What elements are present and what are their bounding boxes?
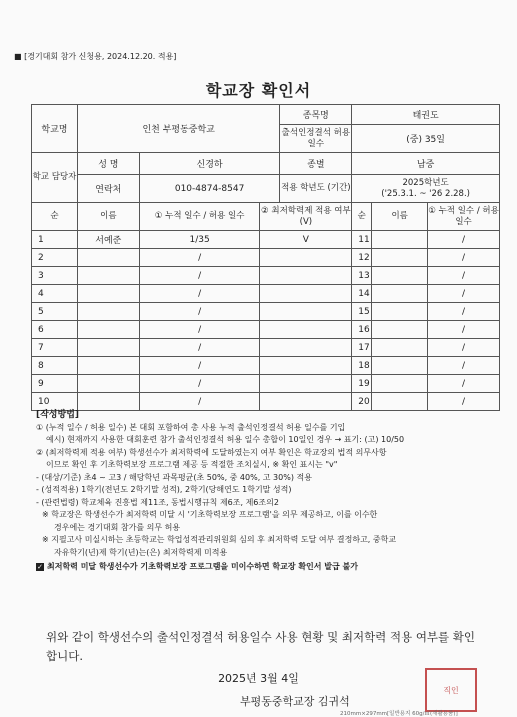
row-name (77, 267, 139, 285)
period-value: 2025학년도 (402, 177, 449, 188)
allow-value: (중) 35일 (352, 125, 500, 153)
method-line: 경우에는 경기대회 참가를 의무 허용 (54, 522, 181, 532)
row-no: 20 (352, 393, 372, 411)
sport-label: 종목명 (280, 105, 352, 125)
row-min (260, 339, 352, 357)
row-days: / (428, 321, 500, 339)
row-min (260, 285, 352, 303)
row-min (260, 303, 352, 321)
table-row (32, 321, 500, 339)
method-line: ① (누적 일수 / 허용 일수) 본 대회 포함하여 총 사용 누적 출석인정결석 허용 일수를 기입 (36, 422, 346, 432)
table-row (32, 303, 500, 321)
category-value: 남중 (352, 153, 500, 175)
method-line: - (대상/기준) 초4 ~ 고3 / 해당학년 과목평균(초 50%, 중 40%, 고 30%) 적용 (36, 472, 312, 482)
row-no: 6 (32, 321, 78, 339)
row-no: 5 (32, 303, 78, 321)
method-line: 이므로 확인 후 기초학력보장 프로그램 제공 등 적절한 조치실시, ※ 확인 표시는 "v" (46, 460, 338, 469)
row-days: / (428, 231, 500, 249)
method-line: ※ 학교장은 학생선수가 최저학력 미달 시 '기초학력보장 프로그램'을 의무 제공하고, 이를 이수한 (42, 510, 378, 519)
info-table (31, 104, 500, 411)
table-row (32, 285, 500, 303)
official-seal (425, 668, 477, 712)
confirm-text: 위와 같이 학생선수의 출석인정결석 허용일수 사용 현황 및 최저학력 적용 여부를 확인합니다. (46, 630, 476, 663)
row-no: 3 (32, 267, 78, 285)
row-no: 1 (32, 231, 78, 249)
row-no: 8 (32, 357, 78, 375)
method-line: ※ 지필고사 미실시하는 초등학교는 학업성적관리위원회 심의 후 최저학력 도달 여부 결정하고, 중학교 (42, 535, 397, 544)
sport-value: 태권도 (352, 105, 500, 125)
row-no: 4 (32, 285, 78, 303)
col-name-right: 이름 (372, 203, 428, 231)
row-days: 1/35 (139, 231, 260, 249)
col-no-right: 순 (352, 203, 372, 231)
issue-date: 2025년 3월 4일 (218, 672, 299, 685)
method-line: 예시) 현재까지 사용한 대회훈련 참가 출석인정결석 허용 일수 총합이 10일인 경우 → 표기: (고) 10/50 (46, 435, 405, 444)
row-name (372, 357, 428, 375)
row-days: / (139, 375, 260, 393)
table-row (32, 375, 500, 393)
row-min (260, 249, 352, 267)
row-name (372, 231, 428, 249)
contact-label: 연락처 (77, 175, 139, 203)
row-name (77, 393, 139, 411)
row-name (77, 375, 139, 393)
col-no-left: 순 (32, 203, 78, 231)
row-days: / (139, 249, 260, 267)
row-days: / (428, 285, 500, 303)
row-min (260, 357, 352, 375)
category-label: 종별 (280, 153, 352, 175)
row-name (372, 339, 428, 357)
row-no: 18 (352, 357, 372, 375)
row-no: 19 (352, 375, 372, 393)
warning-line (36, 561, 496, 574)
row-no: 17 (352, 339, 372, 357)
row-name (372, 375, 428, 393)
seal-text: 직인 (443, 686, 459, 695)
row-name (372, 393, 428, 411)
row-no: 16 (352, 321, 372, 339)
row-no: 14 (352, 285, 372, 303)
row-no: 12 (352, 249, 372, 267)
col-days-left: ① 누적 일수 / 허용 일수 (139, 203, 260, 231)
row-name: 서예준 (77, 231, 139, 249)
row-name (372, 303, 428, 321)
manager-label: 학교 담당자 (32, 153, 78, 203)
col-min-left: ② 최저학력제 적용 여부(V) (260, 203, 352, 231)
row-days: / (139, 303, 260, 321)
period-sub: ('25.3.1. ~ '26 2.28.) (381, 188, 470, 199)
row-days: / (139, 339, 260, 357)
row-min: V (260, 231, 352, 249)
method-line: - (성적적용) 1학기(전년도 2학기말 성적), 2학기(당해연도 1학기말 성적) (36, 485, 292, 494)
method-line: ② (최저학력제 적용 여부) 학생선수가 최저학력에 도달하였는지 여부 확인은 학교장의 법적 의무사항 (36, 447, 387, 457)
method-line: 자유학기(년)제 학기(년)는(은) 최저학력제 미적용 (54, 547, 228, 557)
row-name (77, 339, 139, 357)
row-name (372, 249, 428, 267)
row-min (260, 267, 352, 285)
row-days: / (428, 303, 500, 321)
row-name (372, 285, 428, 303)
row-min (260, 393, 352, 411)
col-name-left: 이름 (77, 203, 139, 231)
row-days: / (428, 393, 500, 411)
table-row (32, 267, 500, 285)
row-no: 15 (352, 303, 372, 321)
period-label: 적용 학년도 (기간) (280, 175, 352, 203)
row-days: / (139, 357, 260, 375)
method-heading: [작성방법] (36, 410, 80, 420)
row-name (77, 249, 139, 267)
row-days: / (139, 393, 260, 411)
table-row (32, 249, 500, 267)
row-days: / (428, 375, 500, 393)
row-days: / (428, 249, 500, 267)
document-title: 학교장 확인서 (205, 81, 312, 100)
school-label: 학교명 (32, 105, 78, 153)
document-tag: ■ [경기대회 참가 신청용, 2024.12.20. 적용] (14, 52, 177, 61)
paper-spec: 210mm×297mm[일반용지 60g/㎡(재활용품)] (340, 711, 458, 717)
row-name (77, 285, 139, 303)
row-min (260, 375, 352, 393)
row-days: / (428, 339, 500, 357)
period-cell (352, 175, 500, 203)
contact-value: 010-4874-8547 (139, 175, 280, 203)
writing-method (36, 409, 496, 574)
row-days: / (139, 267, 260, 285)
row-no: 11 (352, 231, 372, 249)
row-days: / (428, 357, 500, 375)
row-days: / (139, 321, 260, 339)
col-days-right: ① 누적 일수 / 허용 일수 (428, 203, 500, 231)
method-line: - (관련법령) 학교체육 진흥법 제11조, 동법시행규칙 제6조, 제6조의2 (36, 497, 279, 507)
row-no: 7 (32, 339, 78, 357)
row-no: 10 (32, 393, 78, 411)
row-name (77, 321, 139, 339)
row-name (372, 267, 428, 285)
allow-label: 출석인정결석 허용 일수 (280, 125, 352, 153)
row-no: 9 (32, 375, 78, 393)
warning-text: 최저학력 미달 학생선수가 기초학력보장 프로그램을 미이수하면 학교장 확인서 발급 불가 (47, 562, 358, 571)
row-name (77, 303, 139, 321)
school-value: 인천 부평동중학교 (77, 105, 280, 153)
table-row (32, 393, 500, 411)
name-label: 성 명 (77, 153, 139, 175)
row-no: 2 (32, 249, 78, 267)
table-row (32, 339, 500, 357)
row-name (77, 357, 139, 375)
name-value: 신경하 (139, 153, 280, 175)
row-days: / (139, 285, 260, 303)
principal-signature: 부평동중학교장 김귀석 (240, 695, 350, 708)
row-days: / (428, 267, 500, 285)
row-name (372, 321, 428, 339)
row-no: 13 (352, 267, 372, 285)
checkbox-icon: ✓ (37, 562, 43, 571)
table-row (32, 357, 500, 375)
row-min (260, 321, 352, 339)
table-row (32, 231, 500, 249)
